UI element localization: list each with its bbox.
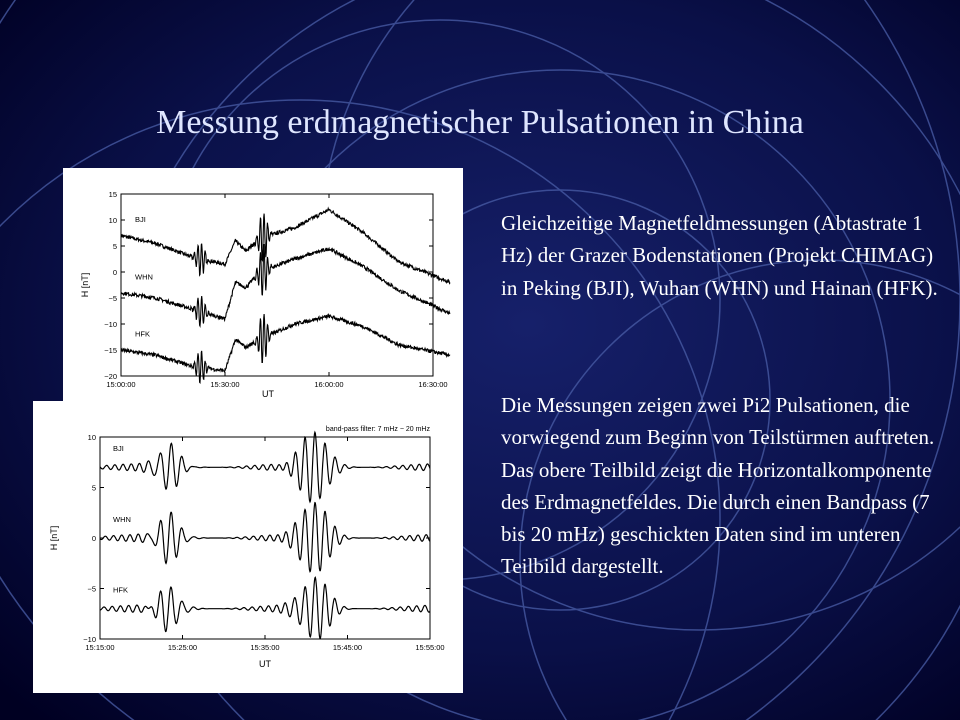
chart-top-ytick-label: −15 xyxy=(104,346,117,355)
chart-top-xtick-label: 16:00:00 xyxy=(314,380,344,389)
chart-top-svg xyxy=(63,168,463,405)
chart-bottom-line-bji xyxy=(100,432,430,502)
body-text-block xyxy=(501,207,953,304)
chart-top-xtick-label: 15:30:00 xyxy=(210,380,240,389)
chart-top-series-labels xyxy=(135,215,153,338)
chart-top-series xyxy=(121,208,450,382)
chart-bottom-xtick-label: 15:25:00 xyxy=(167,643,198,652)
chart-bottom-ytick-label: −5 xyxy=(87,584,96,594)
body-text-block xyxy=(501,389,953,583)
chart-bottom-line-hfk xyxy=(100,577,430,638)
chart-bottom-legend-hfk: HFK xyxy=(113,585,128,595)
chart-top-ytick-label: 0 xyxy=(112,268,117,277)
chart-bottom-xtick-label: 15:55:00 xyxy=(415,643,445,652)
chart-bottom-ytick-label: 10 xyxy=(87,433,96,442)
chart-bottom-ytick-label: 0 xyxy=(91,534,96,543)
chart-bottom-xlabel: UT xyxy=(259,659,271,669)
chart-bottom-legend-bji: BJI xyxy=(113,444,124,454)
chart-panel-bottom xyxy=(33,401,463,693)
chart-bottom-ytick-label: −10 xyxy=(83,635,96,644)
slide-title: Messung erdmagnetischer Pulsationen in China xyxy=(156,104,804,141)
chart-bottom-ytick-label: 5 xyxy=(91,483,96,493)
chart-bottom-xtick-label: 15:15:00 xyxy=(85,643,115,652)
chart-top-frame xyxy=(121,194,433,376)
chart-top-ytick-label: −20 xyxy=(104,372,117,381)
chart-top-legend-hfk: HFK xyxy=(135,329,150,339)
chart-bottom-series xyxy=(100,432,430,638)
paragraph-2: Die Messungen zeigen zwei Pi2 Pulsationen, die vorwiegend zum Beginn von Teilstürmen auftreten. Das obere Teilbild zeigt die Horizontalkomponente des Erdmagnetfeldes. Die durch einen Bandpass (7 bis 20 mHz) geschickten Daten sind im unteren Teilbild dargestellt. xyxy=(501,393,935,579)
chart-top-ytick-label: −5 xyxy=(108,294,117,303)
chart-bottom-annotation: band-pass filter: 7 mHz − 20 mHz xyxy=(325,426,430,433)
chart-panel-top xyxy=(63,168,463,405)
chart-bottom-ylabel: H [nT] xyxy=(49,525,59,551)
paragraph-1: Gleichzeitige Magnetfeldmessungen (Abtastrate 1 Hz) der Grazer Bodenstationen (Projekt CHIMAG) in Peking (BJI), Wuhan (WHN) und Hainan (HFK). xyxy=(501,211,938,300)
chart-top-ytick-label: 15 xyxy=(108,190,117,199)
chart-top-ytick-label: −10 xyxy=(104,320,117,329)
chart-bottom-xtick-label: 15:45:00 xyxy=(332,643,363,652)
chart-top-ytick-label: 10 xyxy=(108,216,117,225)
chart-top-xtick-label: 15:00:00 xyxy=(106,380,136,389)
chart-bottom-xtick-label: 15:35:00 xyxy=(250,643,280,652)
chart-bottom-line-whn xyxy=(100,503,430,572)
chart-top-ytick-label: 5 xyxy=(112,242,117,251)
chart-top-xlabel: UT xyxy=(262,389,274,399)
chart-bottom-y-axis xyxy=(83,433,430,644)
chart-top-legend-whn: WHN xyxy=(135,272,153,282)
chart-top-xtick-label: 16:30:00 xyxy=(418,380,448,389)
chart-top-legend-bji: BJI xyxy=(135,215,146,225)
chart-bottom-series-labels xyxy=(113,444,131,594)
chart-bottom-svg xyxy=(33,401,463,693)
chart-top-line-whn xyxy=(121,244,450,326)
chart-top-ylabel: H [nT] xyxy=(80,272,90,298)
chart-bottom-legend-whn: WHN xyxy=(113,514,131,524)
chart-bottom-x-axis xyxy=(85,437,444,652)
chart-top-x-axis xyxy=(106,194,447,389)
chart-top-line-bji xyxy=(121,208,450,283)
chart-top-line-hfk xyxy=(121,314,450,383)
